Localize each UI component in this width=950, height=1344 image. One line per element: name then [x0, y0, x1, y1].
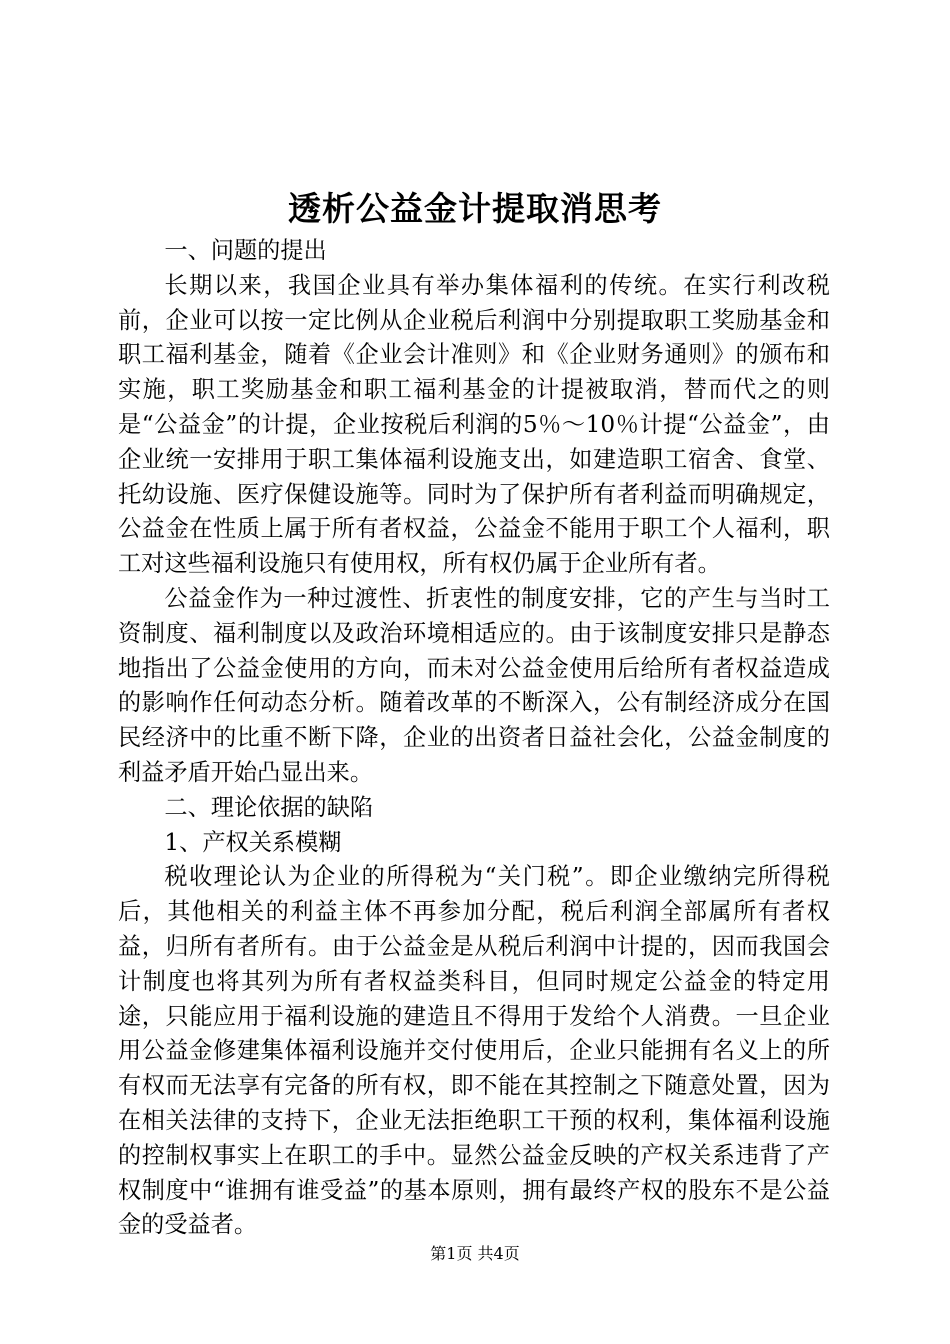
paragraph-1: 长期以来，我国企业具有举办集体福利的传统。在实行利改税前，企业可以按一定比例从企业税后利润中分别提取职工奖励基金和职工福利基金，随着《企业会计准则》和《企业财务通则》的颁布和实施，职工奖励基金和职工福利基金的计提被取消，替而代之的则是“公益金”的计提，企业按税后利润的5％～10％计提“公益金”，由企业统一安排用于职工集体福利设施支出，如建造职工宿舍、食堂、托幼设施、医疗保健设施等。同时为了保护所有者利益而明确规定，公益金在性质上属于所有者权益，公益金不能用于职工个人福利，职工对这些福利设施只有使用权，所有权仍属于企业所有者。	[118, 271, 830, 578]
document-title: 透析公益金计提取消思考	[288, 189, 662, 228]
subsection-heading-1: 1、产权关系模糊	[164, 828, 342, 856]
section-heading-1: 一、问题的提出	[164, 237, 327, 264]
paragraph-3: 税收理论认为企业的所得税为“关门税”。即企业缴纳完所得税后，其他相关的利益主体不再参加分配，税后利润全部属所有者权益，归所有者所有。由于公益金是从税后利润中计提的，因而我国会计制度也将其列为所有者权益类科目，但同时规定公益金的特定用途，只能应用于福利设施的建造且不得用于发给个人消费。一旦企业用公益金修建集体福利设施并交付使用后，企业只能拥有名义上的所有权而无法享有完备的所有权，即不能在其控制之下随意处置，因为在相关法律的支持下，企业无法拒绝职工干预的权利，集体福利设施的控制权事实上在职工的手中。显然公益金反映的产权关系违背了产权制度中“谁拥有谁受益”的基本原则，拥有最终产权的股东不是公益金的受益者。	[118, 863, 830, 1239]
paragraph-2: 公益金作为一种过渡性、折衷性的制度安排，它的产生与当时工资制度、福利制度以及政治环境相适应的。由于该制度安排只是静态地指出了公益金使用的方向，而未对公益金使用后给所有者权益造成的影响作任何动态分析。随着改革的不断深入，公有制经济成分在国民经济中的比重不断下降，企业的出资者日益社会化，公益金制度的利益矛盾开始凸显出来。	[118, 584, 830, 786]
section-heading-2: 二、理论依据的缺陷	[164, 793, 374, 821]
page-number-footer: 第1页 共4页	[430, 1244, 520, 1263]
document-body	[118, 234, 830, 1243]
